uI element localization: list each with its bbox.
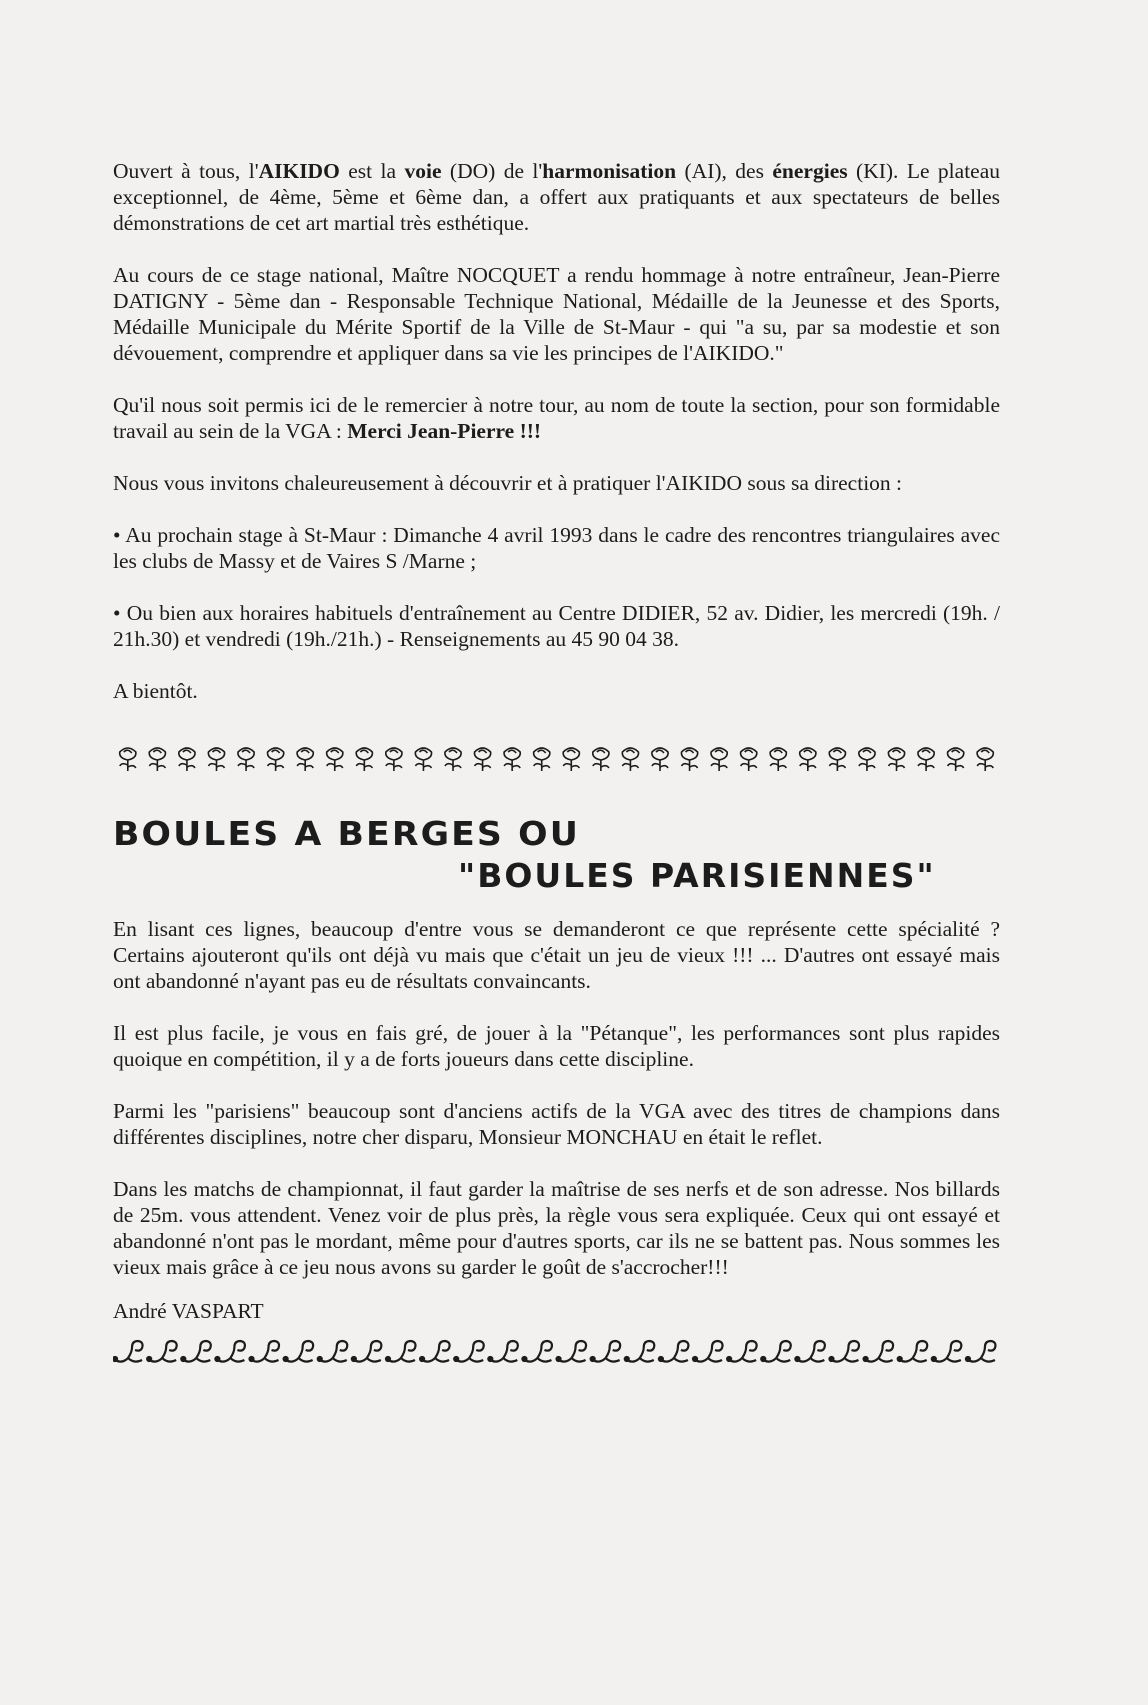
rose-icon bbox=[681, 748, 697, 771]
scroll-icon bbox=[181, 1341, 211, 1362]
rose-icon bbox=[386, 748, 402, 771]
rose-icon bbox=[327, 748, 343, 771]
scroll-icon bbox=[454, 1341, 484, 1362]
rose-icon bbox=[268, 748, 284, 771]
scroll-icon bbox=[829, 1341, 859, 1362]
rose-icon bbox=[741, 748, 757, 771]
scroll-icon bbox=[147, 1341, 177, 1362]
scroll-icon bbox=[557, 1341, 587, 1362]
rose-icon bbox=[120, 748, 136, 771]
rose-icon bbox=[652, 748, 668, 771]
rose-icon bbox=[918, 748, 934, 771]
rose-icon bbox=[977, 748, 993, 771]
boules-paragraph-1: En lisant ces lignes, beaucoup d'entre vous se demanderont ce que représente cette spécialité ? Certains ajouteront qu'ils ont déjà vu mais que c'était un jeu de vieux !!! ... D'autres ont essayé mais ont abandonné n'ayant pas eu de résultats convaincants. bbox=[113, 917, 1000, 993]
scroll-icon bbox=[284, 1341, 314, 1362]
rose-icon bbox=[563, 748, 579, 771]
rose-icon bbox=[238, 748, 254, 771]
rose-icon bbox=[179, 748, 195, 771]
rose-icon bbox=[415, 748, 431, 771]
rose-icon bbox=[356, 748, 372, 771]
boules-paragraph-2: Il est plus facile, je vous en fais gré, de jouer à la "Pétanque", les performances sont plus rapides quoique en compétition, il y a de forts joueurs dans cette discipline. bbox=[113, 1021, 1000, 1071]
rose-icon bbox=[948, 748, 964, 771]
scroll-icon bbox=[795, 1341, 825, 1362]
rose-icon bbox=[208, 748, 224, 771]
aikido-closing: A bientôt. bbox=[113, 679, 198, 703]
rose-icon bbox=[445, 748, 461, 771]
rose-icon bbox=[888, 748, 904, 771]
scroll-icon bbox=[898, 1341, 928, 1362]
scroll-icon bbox=[625, 1341, 655, 1362]
scroll-icon bbox=[250, 1341, 280, 1362]
scroll-icon bbox=[727, 1341, 757, 1362]
rose-icon bbox=[770, 748, 786, 771]
scroll-icon bbox=[420, 1341, 450, 1362]
rose-icon bbox=[593, 748, 609, 771]
rose-icon bbox=[474, 748, 490, 771]
rose-icon bbox=[859, 748, 875, 771]
aikido-paragraph-4: Nous vous invitons chaleureusement à découvrir et à pratiquer l'AIKIDO sous sa direction : bbox=[113, 471, 903, 495]
rose-icon bbox=[534, 748, 550, 771]
scroll-icon bbox=[386, 1341, 416, 1362]
scroll-icon bbox=[932, 1341, 962, 1362]
boules-title-line-1: BOULES A BERGES OU bbox=[113, 814, 580, 853]
boules-title-line-2: "BOULES PARISIENNES" bbox=[458, 856, 936, 895]
scroll-icon bbox=[591, 1341, 621, 1362]
scroll-icon bbox=[522, 1341, 552, 1362]
boules-paragraph-4: Dans les matchs de championnat, il faut garder la maîtrise de ses nerfs et de son adresse. Nos billards de 25m. vous attendent. Venez voir de plus près, la règle vous sera expliquée. Ceux qui ont essayé et abandonné n'ont pas le mordant, même pour d'autres sports, car ils ne se battent pas. Nous sommes les vieux mais grâce à ce jeu nous avons su garder le goût de s'accrocher!!! bbox=[113, 1177, 1000, 1279]
document-page bbox=[113, 158, 1000, 1368]
scroll-icon bbox=[966, 1341, 996, 1362]
scroll-icon bbox=[215, 1341, 245, 1362]
aikido-paragraph-5: • Au prochain stage à St-Maur : Dimanche 4 avril 1993 dans le cadre des rencontres triangulaires avec les clubs de Massy et de Vaires S /Marne ; bbox=[113, 523, 1000, 573]
aikido-paragraph-3: Qu'il nous soit permis ici de le remercier à notre tour, au nom de toute la section, pour son formidable travail au sein de la VGA : Merci Jean-Pierre !!! bbox=[113, 393, 1000, 443]
boules-paragraph-3: Parmi les "parisiens" beaucoup sont d'anciens actifs de la VGA avec des titres de champions dans différentes disciplines, notre cher disparu, Monsieur MONCHAU en était le reflet. bbox=[113, 1099, 1000, 1149]
scroll-icon bbox=[318, 1341, 348, 1362]
rose-icon bbox=[800, 748, 816, 771]
scroll-icon bbox=[488, 1341, 517, 1362]
aikido-paragraph-1: Ouvert à tous, l'AIKIDO est la voie (DO) de l'harmonisation (AI), des énergies (KI). Le plateau exceptionnel, de 4ème, 5ème et 6ème dan, a offert aux pratiquants et aux spectateurs de belles démonstrations de cet art martial très esthétique. bbox=[113, 159, 1000, 235]
scroll-icon bbox=[113, 1341, 143, 1362]
scroll-icon bbox=[864, 1341, 894, 1362]
aikido-paragraph-2: Au cours de ce stage national, Maître NOCQUET a rendu hommage à notre entraîneur, Jean-Pierre DATIGNY - 5ème dan - Responsable Technique National, Médaille de la Jeunesse et des Sports, Médaille Municipale du Mérite Sportif de la Ville de St-Maur - qui "a su, par sa modestie et son dévouement, comprendre et appliquer dans sa vie les principes de l'AIKIDO." bbox=[113, 263, 1000, 365]
scroll-icon bbox=[761, 1341, 791, 1362]
signature: André VASPART bbox=[113, 1299, 264, 1323]
rose-icon bbox=[829, 748, 845, 771]
scroll-border-ornament bbox=[113, 1338, 1000, 1368]
rose-icon bbox=[622, 748, 638, 771]
rose-icon bbox=[504, 748, 520, 771]
rose-icon bbox=[149, 748, 165, 771]
scroll-icon bbox=[352, 1341, 382, 1362]
scroll-icon bbox=[659, 1341, 689, 1362]
rose-border-ornament bbox=[113, 744, 1000, 774]
rose-icon bbox=[297, 748, 313, 771]
rose-icon bbox=[711, 748, 727, 771]
aikido-paragraph-6: • Ou bien aux horaires habituels d'entraînement au Centre DIDIER, 52 av. Didier, les mercredi (19h. / 21h.30) et vendredi (19h./21h.) - Renseignements au 45 90 04 38. bbox=[113, 601, 1000, 651]
scroll-icon bbox=[693, 1341, 723, 1362]
